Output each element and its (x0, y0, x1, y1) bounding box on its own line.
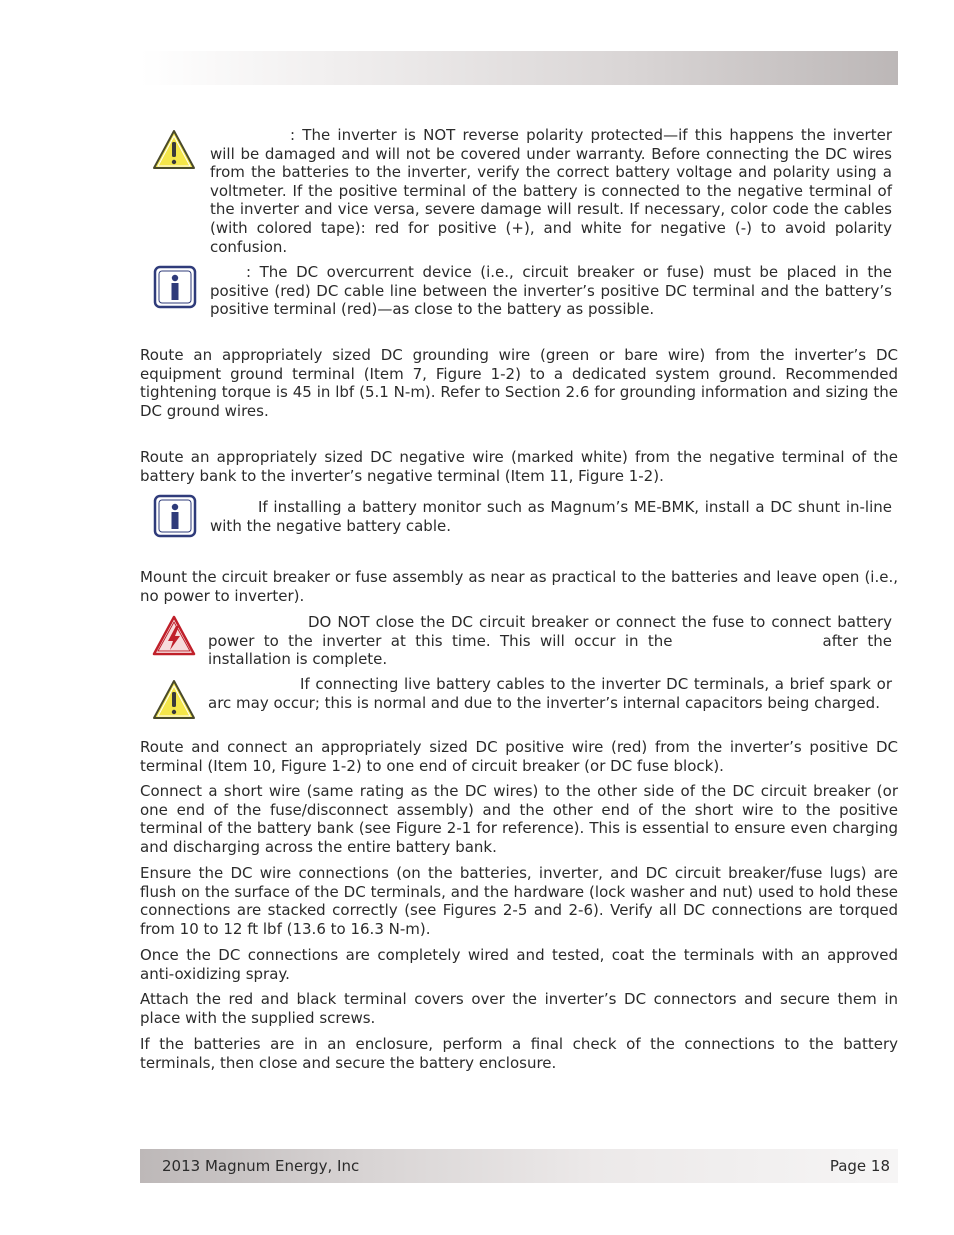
caution-triangle-icon (152, 128, 196, 172)
info-icon (153, 494, 197, 538)
paragraph-negative-wire: Route an appropriately sized DC negative wire (marked white) from the negative terminal of the battery bank to the inverter’s negative terminal (Item 11, Figure 1-2). (140, 448, 898, 485)
electrical-warning-icon (152, 614, 196, 658)
caution-triangle-icon (152, 678, 196, 722)
caution-note-reverse-polarity: : The inverter is NOT reverse polarity protected—if this happens the inverter will be damaged and will not be covered under warranty. Before connecting the DC wires from the batteries to the inverter, verify the correct battery voltage and polarity using a voltmeter. If the positive terminal of the battery is connected to the negative terminal of the inverter and vice versa, severe damage will result. If necessary, color code the cables (with colored tape): red for positive (+), and white for negative (-) to avoid polarity confusion. (210, 126, 892, 256)
paragraph-enclosure: If the batteries are in an enclosure, perform a final check of the connections to the battery terminals, then close and secure the battery enclosure. (140, 1035, 898, 1072)
header-bar (140, 51, 898, 85)
caution-note-spark: If connecting live battery cables to the inverter DC terminals, a brief spark or arc may occur; this is normal and due to the inverter’s internal capacitors being charged. (208, 675, 892, 712)
warning-note-dc-breaker: DO NOT close the DC circuit breaker or connect the fuse to connect battery power to the inverter at this time. This will occur in the after the installation is complete. (208, 613, 892, 669)
info-note-overcurrent-device: : The DC overcurrent device (i.e., circuit breaker or fuse) must be placed in the positive (red) DC cable line between the inverter’s positive DC terminal and the battery’s positive terminal (red)—as close to the battery as possible. (210, 263, 892, 319)
footer-copyright: 2013 Magnum Energy, Inc (162, 1157, 360, 1175)
page-number: Page 18 (829, 1157, 890, 1175)
info-icon (153, 265, 197, 309)
info-note-battery-monitor: If installing a battery monitor such as Magnum’s ME-BMK, install a DC shunt in-line with the negative battery cable. (210, 498, 892, 535)
paragraph-ground-wire: Route an appropriately sized DC grounding wire (green or bare wire) from the inverter’s DC equipment ground terminal (Item 7, Figure 1-2) to a dedicated system ground. Recommended tightening torque is 45 in lbf (5.1 N-m). Refer to Section 2.6 for grounding information and sizing the DC ground wires. (140, 346, 898, 420)
paragraph-positive-wire: Route and connect an appropriately sized DC positive wire (red) from the inverter’s positive DC terminal (Item 10, Figure 1-2) to one end of circuit breaker (or DC fuse block). (140, 738, 898, 775)
paragraph-flush-connections: Ensure the DC wire connections (on the batteries, inverter, and DC circuit breaker/fuse lugs) are flush on the surface of the DC terminals, and the hardware (lock washer and nut) used to hold these connections are stacked correctly (see Figures 2-5 and 2-6). Verify all DC connections are torqued from 10 to 12 ft lbf (13.6 to 16.3 N-m). (140, 864, 898, 938)
paragraph-coat-terminals: Once the DC connections are completely wired and tested, coat the terminals with an approved anti-oxidizing spray. (140, 946, 898, 983)
paragraph-terminal-covers: Attach the red and black terminal covers over the inverter’s DC connectors and secure them in place with the supplied screws. (140, 990, 898, 1027)
paragraph-short-wire: Connect a short wire (same rating as the DC wires) to the other side of the DC circuit breaker (or one end of the fuse/disconnect assembly) and the other end of the short wire to the positive terminal of the battery bank (see Figure 2-1 for reference). This is essential to ensure even charging and discharging across the entire battery bank. (140, 782, 898, 856)
paragraph-mount-breaker: Mount the circuit breaker or fuse assembly as near as practical to the batteries and leave open (i.e., no power to inverter). (140, 568, 898, 605)
